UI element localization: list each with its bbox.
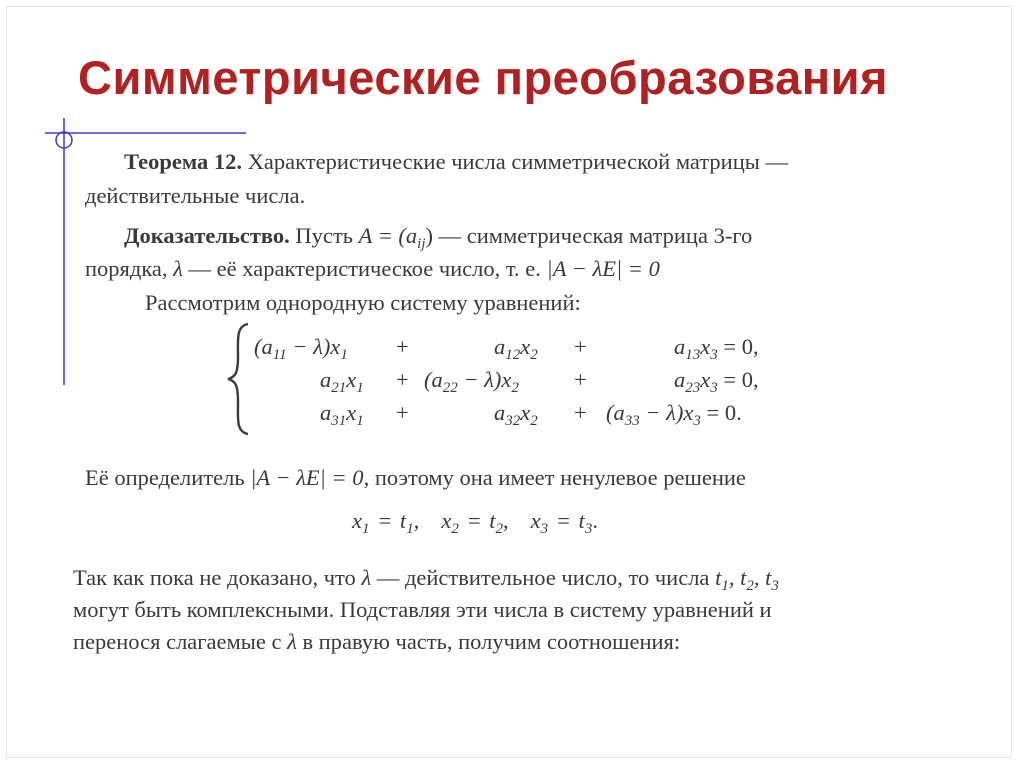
closing-line-1: Так как пока не доказано, что λ — действительное число, то числа $t_1$, $t_2$, $t_3$ [73,565,779,594]
equation-system: $(a_{11} - \lambda)x_1$ + $a_{12}x_2$ + $a_{13}x_3 = 0$, $a_{21}x_1$ + $(a_{22} - \lambda)x_2$ + $a_{23}x_3 = 0$, $a_{31}x_1$ + $a_{32}x_2$ + $(a_{33} - \lambda)x_3 = 0$. [254,334,759,429]
slide-title: Симметрические преобразования [78,51,888,104]
proof-heading: Доказательство. [124,223,290,248]
theorem-line-1 [124,146,788,178]
closing-line-3: перенося слагаемые с λ в правую часть, получим соотношения: [73,629,681,654]
theorem-line-2: действительные числа. [85,183,306,208]
determinant-line: Её определитель |A − λE| = 0, поэтому она имеет ненулевое решение [85,465,746,490]
theorem-heading: Теорема 12. [124,149,243,174]
closing-line-2: могут быть комплексными. Подставляя эти числа в систему уравнений и [73,597,772,622]
proof-line-2: порядка, λ — её характеристическое число, т. е. |A − λE| = 0 [85,256,660,281]
proof-line-3: Рассмотрим однородную систему уравнений: [145,290,581,315]
proof-line-1: Доказательство. Пусть $A = (a_{ij})$ — симметрическая матрица 3-го [124,223,753,252]
solution-formula: $x_1 = t_1$, $x_2 = t_2$, $x_3 = t_3$. [352,508,598,537]
theorem-text-1: Характеристические числа симметрической матрицы — [247,149,788,174]
system-brace [224,322,254,436]
